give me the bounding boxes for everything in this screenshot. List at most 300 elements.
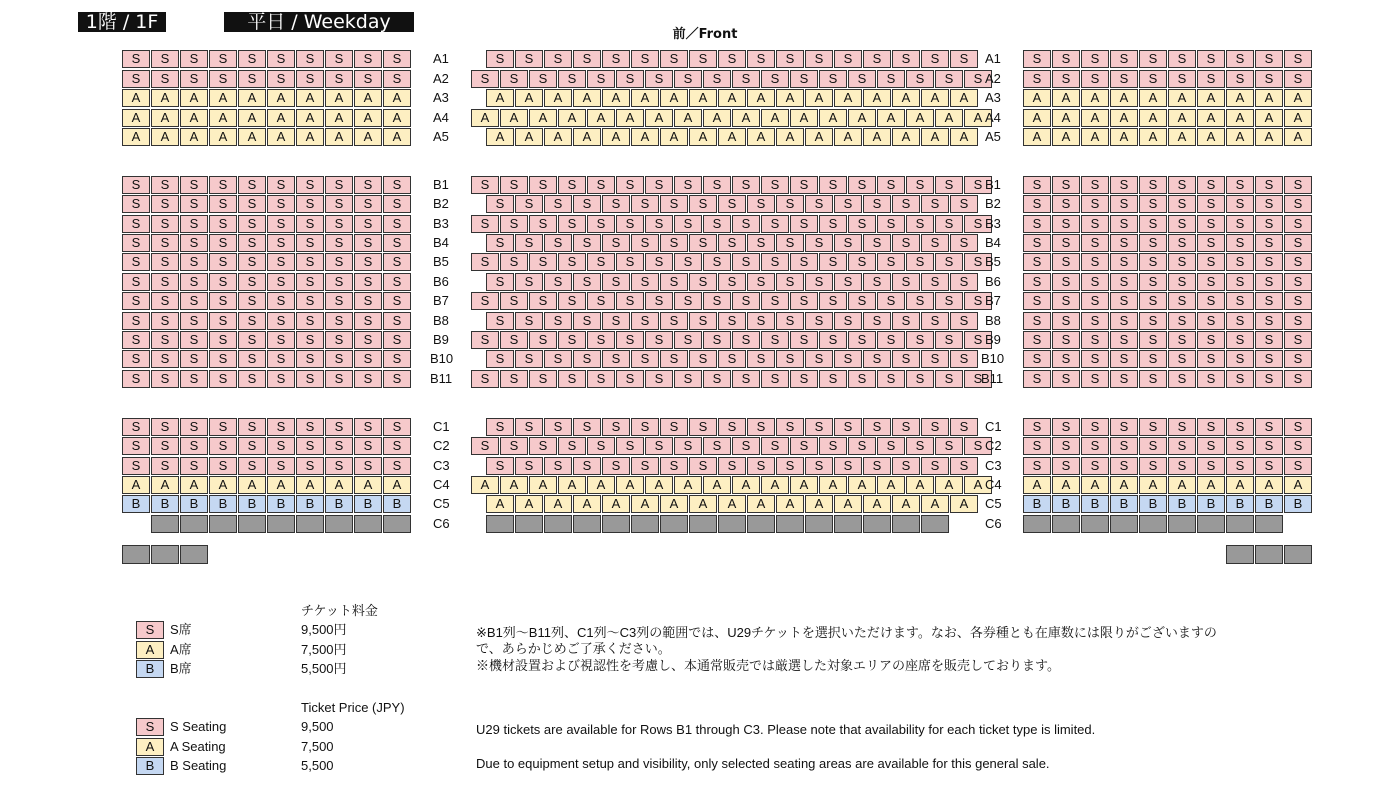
seat[interactable]: S bbox=[950, 50, 978, 68]
seat[interactable]: S bbox=[1197, 50, 1225, 68]
seat[interactable]: S bbox=[500, 437, 528, 455]
seat[interactable]: S bbox=[1110, 215, 1138, 233]
seat[interactable]: S bbox=[1139, 457, 1167, 475]
seat[interactable]: S bbox=[1226, 457, 1254, 475]
seat[interactable]: S bbox=[486, 350, 514, 368]
seat[interactable]: A bbox=[776, 89, 804, 107]
seat[interactable]: S bbox=[500, 215, 528, 233]
seat[interactable]: S bbox=[1226, 50, 1254, 68]
seat[interactable]: S bbox=[238, 418, 266, 436]
seat[interactable]: S bbox=[1284, 176, 1312, 194]
seat[interactable]: S bbox=[209, 370, 237, 388]
seat[interactable]: A bbox=[471, 476, 499, 494]
seat[interactable]: S bbox=[529, 176, 557, 194]
seat[interactable]: S bbox=[296, 418, 324, 436]
seat[interactable]: S bbox=[819, 176, 847, 194]
seat[interactable]: S bbox=[1139, 370, 1167, 388]
seat[interactable]: S bbox=[616, 370, 644, 388]
seat[interactable]: A bbox=[296, 109, 324, 127]
seat[interactable]: S bbox=[863, 312, 891, 330]
seat[interactable]: S bbox=[819, 370, 847, 388]
seat[interactable]: S bbox=[1197, 331, 1225, 349]
seat[interactable]: S bbox=[921, 50, 949, 68]
seat[interactable]: S bbox=[877, 70, 905, 88]
seat[interactable]: A bbox=[1168, 109, 1196, 127]
seat[interactable]: A bbox=[1110, 109, 1138, 127]
seat[interactable]: S bbox=[151, 350, 179, 368]
seat[interactable]: S bbox=[761, 70, 789, 88]
seat[interactable]: S bbox=[1284, 418, 1312, 436]
seat[interactable]: A bbox=[718, 128, 746, 146]
seat[interactable]: A bbox=[805, 128, 833, 146]
seat[interactable]: S bbox=[834, 312, 862, 330]
seat[interactable]: S bbox=[209, 234, 237, 252]
seat[interactable]: S bbox=[834, 457, 862, 475]
seat[interactable]: A bbox=[354, 476, 382, 494]
seat[interactable]: S bbox=[631, 234, 659, 252]
seat[interactable]: S bbox=[718, 273, 746, 291]
seat[interactable]: S bbox=[1052, 195, 1080, 213]
seat[interactable]: A bbox=[790, 109, 818, 127]
seat[interactable]: S bbox=[892, 195, 920, 213]
seat[interactable]: S bbox=[689, 195, 717, 213]
seat[interactable]: S bbox=[602, 418, 630, 436]
seat[interactable]: A bbox=[544, 128, 572, 146]
seat[interactable]: S bbox=[1226, 215, 1254, 233]
seat[interactable]: S bbox=[906, 253, 934, 271]
seat[interactable]: S bbox=[660, 273, 688, 291]
seat[interactable]: S bbox=[1284, 457, 1312, 475]
seat[interactable]: A bbox=[209, 109, 237, 127]
seat[interactable]: S bbox=[1255, 215, 1283, 233]
seat[interactable]: S bbox=[486, 273, 514, 291]
seat[interactable]: S bbox=[819, 70, 847, 88]
seat[interactable]: S bbox=[1197, 312, 1225, 330]
seat[interactable]: S bbox=[1226, 273, 1254, 291]
seat[interactable]: S bbox=[296, 437, 324, 455]
seat[interactable]: B bbox=[383, 495, 411, 513]
seat[interactable]: S bbox=[180, 418, 208, 436]
seat[interactable]: A bbox=[863, 89, 891, 107]
seat[interactable]: A bbox=[834, 128, 862, 146]
seat[interactable]: S bbox=[1110, 331, 1138, 349]
seat[interactable]: A bbox=[1139, 476, 1167, 494]
seat[interactable]: S bbox=[1081, 273, 1109, 291]
seat[interactable]: S bbox=[383, 331, 411, 349]
seat[interactable]: B bbox=[1168, 495, 1196, 513]
seat[interactable]: S bbox=[1110, 50, 1138, 68]
seat[interactable]: S bbox=[863, 234, 891, 252]
seat[interactable]: S bbox=[776, 273, 804, 291]
seat[interactable]: S bbox=[1110, 253, 1138, 271]
seat[interactable]: S bbox=[805, 312, 833, 330]
seat[interactable]: S bbox=[471, 253, 499, 271]
seat[interactable]: S bbox=[296, 215, 324, 233]
seat[interactable]: S bbox=[1168, 292, 1196, 310]
seat[interactable]: A bbox=[325, 476, 353, 494]
seat[interactable]: S bbox=[1139, 331, 1167, 349]
seat[interactable]: A bbox=[631, 128, 659, 146]
seat[interactable]: S bbox=[1023, 176, 1051, 194]
seat[interactable]: S bbox=[732, 331, 760, 349]
seat[interactable]: S bbox=[645, 331, 673, 349]
seat[interactable]: A bbox=[732, 109, 760, 127]
seat[interactable]: S bbox=[1284, 70, 1312, 88]
seat[interactable]: S bbox=[1255, 418, 1283, 436]
seat[interactable]: A bbox=[877, 109, 905, 127]
seat[interactable]: S bbox=[267, 70, 295, 88]
seat[interactable]: S bbox=[325, 234, 353, 252]
seat[interactable]: S bbox=[267, 331, 295, 349]
seat[interactable]: S bbox=[1023, 50, 1051, 68]
seat[interactable]: S bbox=[587, 215, 615, 233]
seat[interactable]: S bbox=[674, 437, 702, 455]
seat[interactable]: S bbox=[660, 195, 688, 213]
seat[interactable]: S bbox=[180, 253, 208, 271]
seat[interactable]: A bbox=[1139, 109, 1167, 127]
seat[interactable]: S bbox=[616, 253, 644, 271]
seat[interactable]: A bbox=[921, 89, 949, 107]
seat[interactable]: S bbox=[790, 437, 818, 455]
seat[interactable]: S bbox=[209, 418, 237, 436]
seat[interactable]: S bbox=[747, 195, 775, 213]
seat[interactable]: A bbox=[1197, 89, 1225, 107]
seat[interactable]: S bbox=[122, 215, 150, 233]
seat[interactable]: S bbox=[718, 234, 746, 252]
seat[interactable]: S bbox=[776, 50, 804, 68]
seat[interactable]: S bbox=[383, 418, 411, 436]
seat[interactable]: S bbox=[689, 457, 717, 475]
seat[interactable]: S bbox=[1139, 234, 1167, 252]
seat[interactable]: S bbox=[500, 370, 528, 388]
seat[interactable]: S bbox=[1197, 418, 1225, 436]
seat[interactable]: S bbox=[151, 457, 179, 475]
seat[interactable]: S bbox=[1052, 418, 1080, 436]
seat[interactable]: S bbox=[354, 50, 382, 68]
seat[interactable]: A bbox=[1226, 109, 1254, 127]
seat[interactable]: S bbox=[892, 273, 920, 291]
seat[interactable]: S bbox=[906, 292, 934, 310]
seat[interactable]: S bbox=[529, 70, 557, 88]
seat[interactable]: S bbox=[486, 195, 514, 213]
seat[interactable]: A bbox=[703, 109, 731, 127]
seat[interactable]: A bbox=[1255, 109, 1283, 127]
seat[interactable]: S bbox=[1226, 70, 1254, 88]
seat[interactable]: A bbox=[834, 89, 862, 107]
seat[interactable]: S bbox=[935, 215, 963, 233]
seat[interactable]: S bbox=[587, 253, 615, 271]
seat[interactable]: A bbox=[354, 128, 382, 146]
seat[interactable]: S bbox=[906, 437, 934, 455]
seat[interactable]: A bbox=[354, 89, 382, 107]
seat[interactable]: A bbox=[354, 109, 382, 127]
seat[interactable]: S bbox=[1052, 50, 1080, 68]
seat[interactable]: S bbox=[1255, 292, 1283, 310]
seat[interactable]: A bbox=[1052, 128, 1080, 146]
seat[interactable]: S bbox=[761, 331, 789, 349]
seat[interactable]: S bbox=[1139, 273, 1167, 291]
seat[interactable]: S bbox=[1226, 176, 1254, 194]
seat[interactable]: S bbox=[848, 215, 876, 233]
seat[interactable]: S bbox=[1139, 253, 1167, 271]
seat[interactable]: S bbox=[1081, 176, 1109, 194]
seat[interactable]: S bbox=[1168, 273, 1196, 291]
seat[interactable]: A bbox=[892, 89, 920, 107]
seat[interactable]: S bbox=[877, 370, 905, 388]
seat[interactable]: S bbox=[122, 350, 150, 368]
seat[interactable]: S bbox=[122, 70, 150, 88]
seat[interactable]: S bbox=[573, 418, 601, 436]
seat[interactable]: S bbox=[151, 50, 179, 68]
seat[interactable]: S bbox=[848, 70, 876, 88]
seat[interactable]: A bbox=[689, 495, 717, 513]
seat[interactable]: S bbox=[267, 437, 295, 455]
seat[interactable]: A bbox=[689, 128, 717, 146]
seat[interactable]: S bbox=[906, 70, 934, 88]
seat[interactable]: S bbox=[1081, 292, 1109, 310]
seat[interactable]: S bbox=[660, 312, 688, 330]
seat[interactable]: S bbox=[877, 253, 905, 271]
seat[interactable]: A bbox=[1081, 109, 1109, 127]
seat[interactable]: S bbox=[602, 50, 630, 68]
seat[interactable]: S bbox=[703, 253, 731, 271]
seat[interactable]: B bbox=[1110, 495, 1138, 513]
seat[interactable]: A bbox=[877, 476, 905, 494]
seat[interactable]: S bbox=[354, 437, 382, 455]
seat[interactable]: A bbox=[935, 109, 963, 127]
seat[interactable]: S bbox=[1139, 176, 1167, 194]
seat[interactable]: S bbox=[761, 370, 789, 388]
seat[interactable]: S bbox=[1023, 215, 1051, 233]
seat[interactable]: S bbox=[122, 457, 150, 475]
seat[interactable]: S bbox=[515, 350, 543, 368]
seat[interactable]: S bbox=[776, 457, 804, 475]
seat[interactable]: S bbox=[544, 273, 572, 291]
seat[interactable]: A bbox=[1284, 476, 1312, 494]
seat[interactable]: A bbox=[180, 89, 208, 107]
seat[interactable]: S bbox=[1139, 70, 1167, 88]
seat[interactable]: A bbox=[906, 109, 934, 127]
seat[interactable]: S bbox=[180, 457, 208, 475]
seat[interactable]: A bbox=[587, 109, 615, 127]
seat[interactable]: A bbox=[950, 89, 978, 107]
seat[interactable]: S bbox=[1255, 234, 1283, 252]
seat[interactable]: S bbox=[267, 350, 295, 368]
seat[interactable]: B bbox=[1052, 495, 1080, 513]
seat[interactable]: A bbox=[122, 89, 150, 107]
seat[interactable]: S bbox=[834, 273, 862, 291]
seat[interactable]: S bbox=[238, 195, 266, 213]
seat[interactable]: S bbox=[1023, 234, 1051, 252]
seat[interactable]: S bbox=[296, 331, 324, 349]
seat[interactable]: A bbox=[892, 495, 920, 513]
seat[interactable]: A bbox=[747, 89, 775, 107]
seat[interactable]: S bbox=[703, 176, 731, 194]
seat[interactable]: S bbox=[544, 195, 572, 213]
seat[interactable]: S bbox=[747, 273, 775, 291]
seat[interactable]: S bbox=[1023, 312, 1051, 330]
seat[interactable]: S bbox=[631, 457, 659, 475]
seat[interactable]: A bbox=[1052, 89, 1080, 107]
seat[interactable]: S bbox=[500, 70, 528, 88]
seat[interactable]: B bbox=[180, 495, 208, 513]
seat[interactable]: S bbox=[267, 273, 295, 291]
seat[interactable]: S bbox=[819, 331, 847, 349]
seat[interactable]: S bbox=[1168, 195, 1196, 213]
seat[interactable]: S bbox=[383, 292, 411, 310]
seat[interactable]: S bbox=[238, 370, 266, 388]
seat[interactable]: A bbox=[515, 495, 543, 513]
seat[interactable]: S bbox=[383, 370, 411, 388]
seat[interactable]: S bbox=[1284, 350, 1312, 368]
seat[interactable]: S bbox=[921, 312, 949, 330]
seat[interactable]: S bbox=[1197, 437, 1225, 455]
seat[interactable]: S bbox=[354, 176, 382, 194]
seat[interactable]: S bbox=[1226, 418, 1254, 436]
seat[interactable]: S bbox=[892, 312, 920, 330]
seat[interactable]: S bbox=[935, 253, 963, 271]
seat[interactable]: S bbox=[383, 234, 411, 252]
seat[interactable]: S bbox=[863, 457, 891, 475]
seat[interactable]: S bbox=[180, 234, 208, 252]
seat[interactable]: S bbox=[1139, 50, 1167, 68]
seat[interactable]: S bbox=[267, 370, 295, 388]
seat[interactable]: S bbox=[1255, 370, 1283, 388]
seat[interactable]: S bbox=[964, 70, 992, 88]
seat[interactable]: S bbox=[296, 50, 324, 68]
seat[interactable]: S bbox=[1226, 331, 1254, 349]
seat[interactable]: A bbox=[544, 495, 572, 513]
seat[interactable]: S bbox=[573, 50, 601, 68]
seat[interactable]: S bbox=[1226, 437, 1254, 455]
seat[interactable]: S bbox=[267, 457, 295, 475]
seat[interactable]: S bbox=[1052, 234, 1080, 252]
seat[interactable]: S bbox=[471, 331, 499, 349]
seat[interactable]: S bbox=[805, 457, 833, 475]
seat[interactable]: S bbox=[354, 418, 382, 436]
seat[interactable]: S bbox=[325, 176, 353, 194]
seat[interactable]: S bbox=[209, 273, 237, 291]
seat[interactable]: B bbox=[122, 495, 150, 513]
seat[interactable]: S bbox=[863, 195, 891, 213]
seat[interactable]: S bbox=[296, 292, 324, 310]
seat[interactable]: S bbox=[1284, 253, 1312, 271]
seat[interactable]: S bbox=[1197, 176, 1225, 194]
seat[interactable]: S bbox=[660, 50, 688, 68]
seat[interactable]: S bbox=[1168, 370, 1196, 388]
seat[interactable]: S bbox=[1255, 70, 1283, 88]
seat[interactable]: A bbox=[790, 476, 818, 494]
seat[interactable]: S bbox=[325, 195, 353, 213]
seat[interactable]: S bbox=[325, 350, 353, 368]
seat[interactable]: S bbox=[180, 370, 208, 388]
seat[interactable]: S bbox=[558, 437, 586, 455]
seat[interactable]: S bbox=[573, 234, 601, 252]
seat[interactable]: A bbox=[1081, 476, 1109, 494]
seat[interactable]: S bbox=[383, 50, 411, 68]
seat[interactable]: S bbox=[1081, 253, 1109, 271]
seat[interactable]: A bbox=[1023, 476, 1051, 494]
seat[interactable]: A bbox=[1197, 476, 1225, 494]
seat[interactable]: A bbox=[325, 89, 353, 107]
seat[interactable]: A bbox=[776, 128, 804, 146]
seat[interactable]: S bbox=[703, 215, 731, 233]
seat[interactable]: S bbox=[1197, 350, 1225, 368]
seat[interactable]: A bbox=[1023, 109, 1051, 127]
seat[interactable]: S bbox=[718, 195, 746, 213]
seat[interactable]: A bbox=[1284, 128, 1312, 146]
seat[interactable]: B bbox=[1081, 495, 1109, 513]
seat[interactable]: S bbox=[180, 437, 208, 455]
seat[interactable]: S bbox=[1081, 331, 1109, 349]
seat[interactable]: S bbox=[645, 253, 673, 271]
seat[interactable]: A bbox=[834, 495, 862, 513]
seat[interactable]: S bbox=[848, 331, 876, 349]
seat[interactable]: S bbox=[1081, 418, 1109, 436]
seat[interactable]: S bbox=[529, 215, 557, 233]
seat[interactable]: S bbox=[1052, 215, 1080, 233]
seat[interactable]: S bbox=[238, 331, 266, 349]
seat[interactable]: S bbox=[267, 234, 295, 252]
seat[interactable]: S bbox=[892, 234, 920, 252]
seat[interactable]: S bbox=[1023, 370, 1051, 388]
seat[interactable]: S bbox=[776, 350, 804, 368]
seat[interactable]: S bbox=[1197, 215, 1225, 233]
seat[interactable]: S bbox=[906, 215, 934, 233]
seat[interactable]: S bbox=[1284, 331, 1312, 349]
seat[interactable]: S bbox=[1168, 215, 1196, 233]
seat[interactable]: S bbox=[921, 234, 949, 252]
seat[interactable]: S bbox=[1081, 437, 1109, 455]
seat[interactable]: A bbox=[645, 476, 673, 494]
seat[interactable]: S bbox=[790, 292, 818, 310]
seat[interactable]: S bbox=[558, 253, 586, 271]
seat[interactable]: B bbox=[325, 495, 353, 513]
seat[interactable]: A bbox=[500, 476, 528, 494]
seat[interactable]: A bbox=[1197, 128, 1225, 146]
seat[interactable]: S bbox=[761, 176, 789, 194]
seat[interactable]: S bbox=[906, 370, 934, 388]
seat[interactable]: S bbox=[325, 70, 353, 88]
seat[interactable]: S bbox=[964, 176, 992, 194]
seat[interactable]: A bbox=[602, 128, 630, 146]
seat[interactable]: A bbox=[267, 89, 295, 107]
seat[interactable]: A bbox=[1255, 476, 1283, 494]
seat[interactable]: S bbox=[383, 70, 411, 88]
seat[interactable]: S bbox=[689, 350, 717, 368]
seat[interactable]: A bbox=[573, 495, 601, 513]
seat[interactable]: S bbox=[238, 215, 266, 233]
seat[interactable]: S bbox=[747, 234, 775, 252]
seat[interactable]: S bbox=[602, 312, 630, 330]
seat[interactable]: S bbox=[558, 176, 586, 194]
seat[interactable]: S bbox=[602, 457, 630, 475]
seat[interactable]: B bbox=[1284, 495, 1312, 513]
seat[interactable]: S bbox=[790, 253, 818, 271]
seat[interactable]: S bbox=[674, 292, 702, 310]
seat[interactable]: S bbox=[1284, 215, 1312, 233]
seat[interactable]: A bbox=[819, 476, 847, 494]
seat[interactable]: S bbox=[296, 234, 324, 252]
seat[interactable]: S bbox=[1197, 292, 1225, 310]
seat[interactable]: S bbox=[1197, 234, 1225, 252]
seat[interactable]: S bbox=[645, 437, 673, 455]
seat[interactable]: S bbox=[209, 292, 237, 310]
seat[interactable]: A bbox=[761, 476, 789, 494]
seat[interactable]: S bbox=[1023, 292, 1051, 310]
seat[interactable]: S bbox=[587, 370, 615, 388]
seat[interactable]: S bbox=[1255, 312, 1283, 330]
